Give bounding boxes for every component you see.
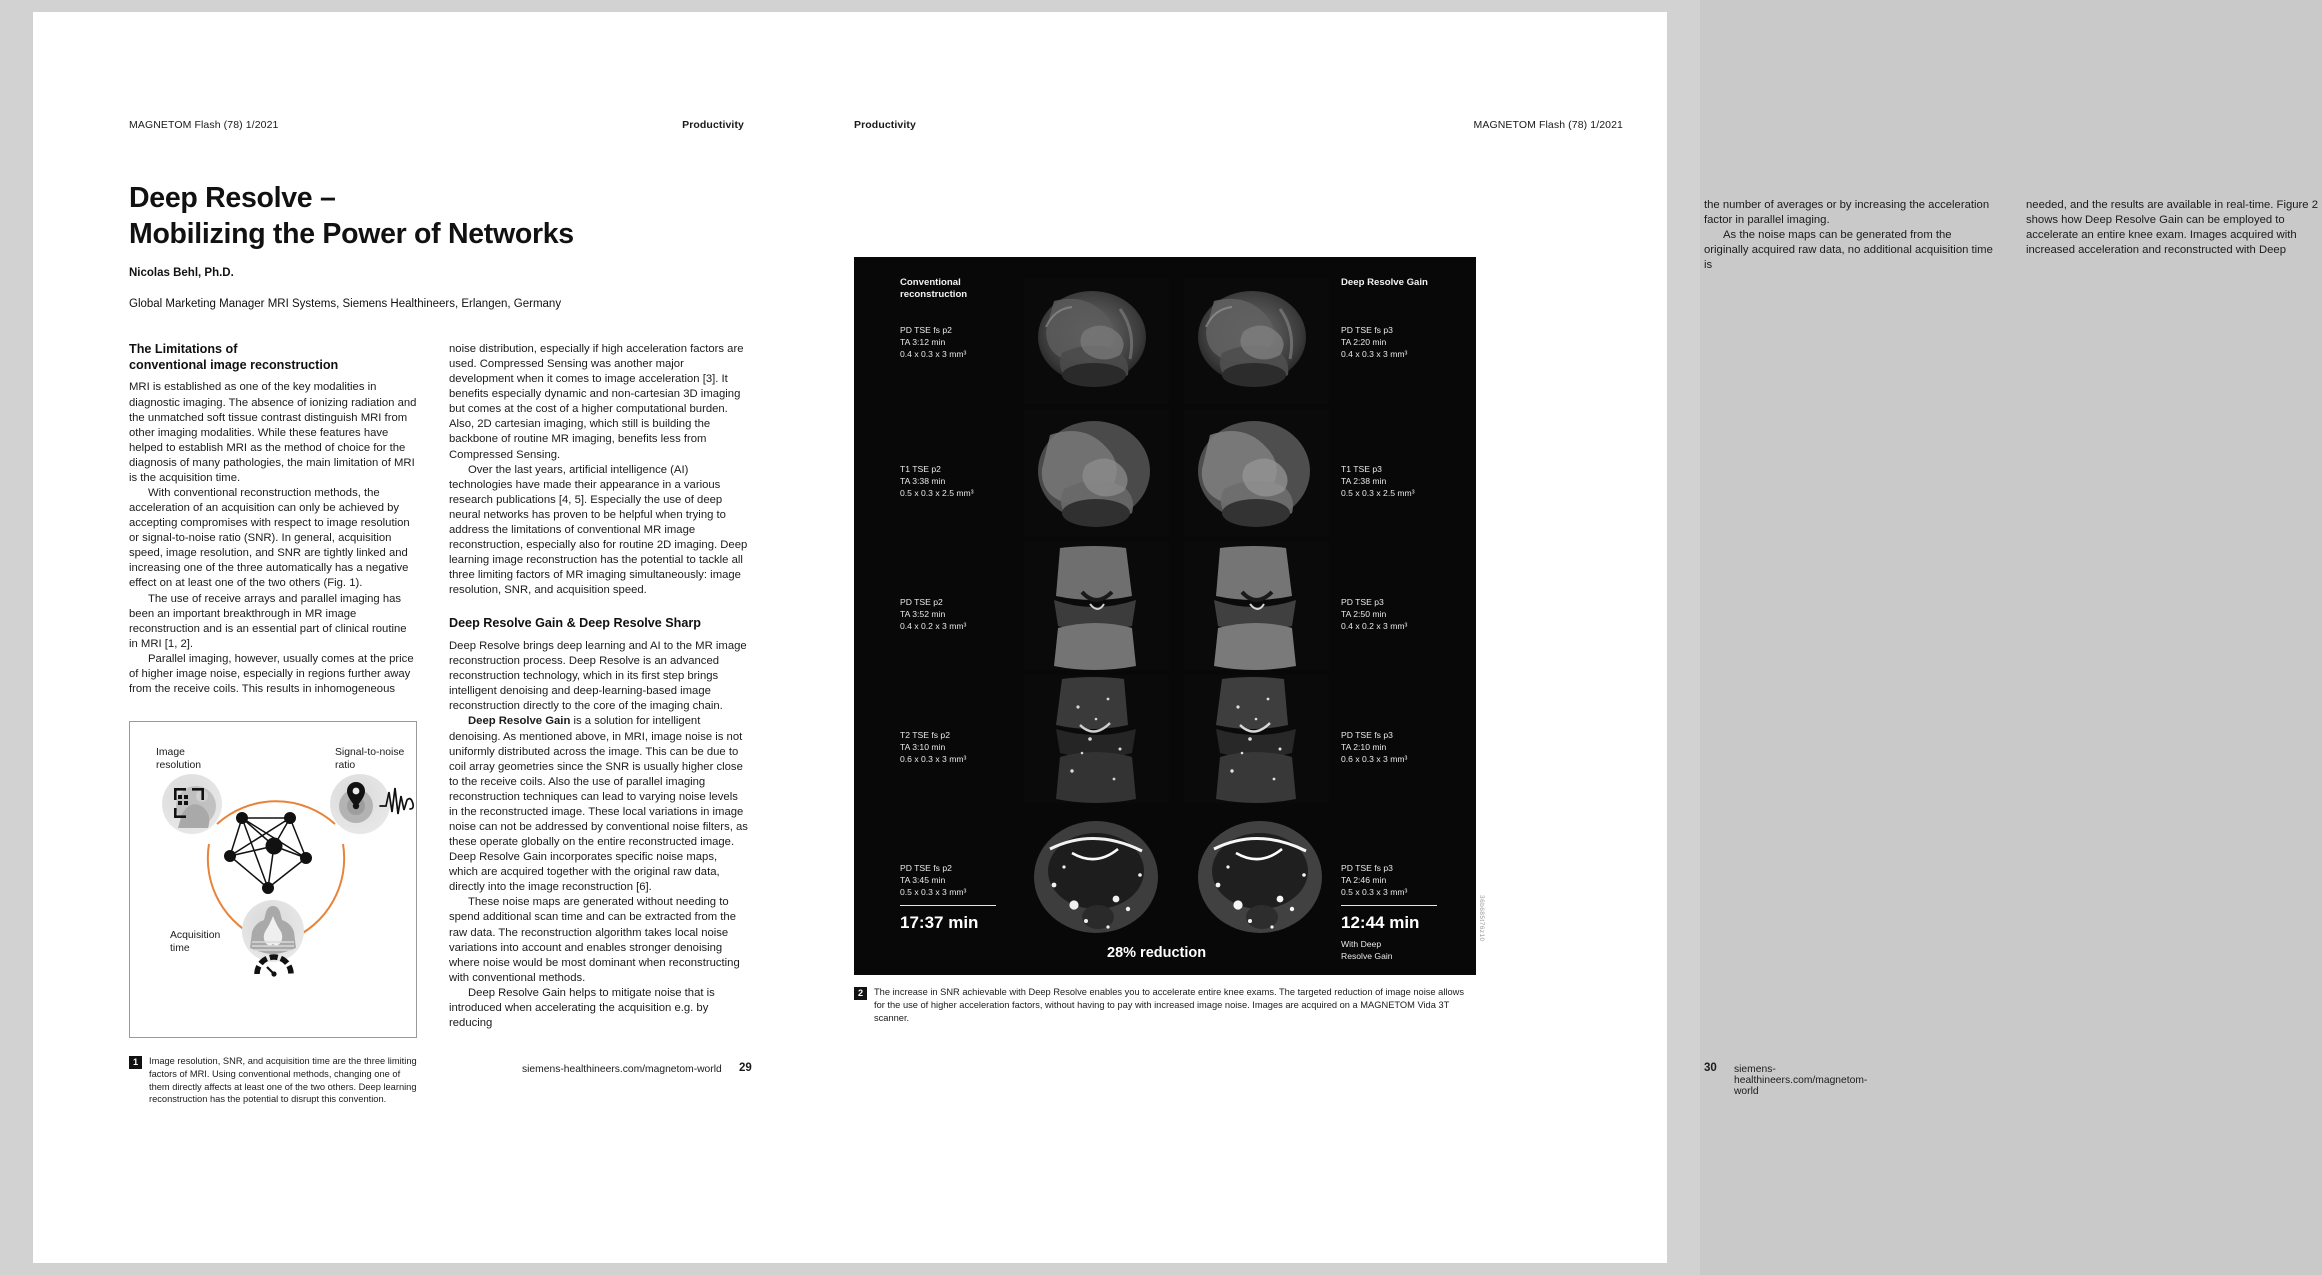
acquisition-time: TA 3:38 min	[900, 475, 946, 486]
paragraph: These noise maps are generated without needing to spend additional scan time and can be extracted from the raw data. The reconstruction algorithm takes local noise variations into account and enables stronger denoising where noise would be most dominant when reconstructing with conventional methods.	[449, 896, 740, 984]
total-divider-left	[900, 905, 996, 906]
resolution: 0.4 x 0.2 x 3 mm³	[900, 620, 967, 631]
sequence-name: PD TSE fs p2	[900, 863, 952, 873]
lead-in-bold: Deep Resolve Gain	[468, 715, 571, 728]
running-head-right: MAGNETOM Flash (78) 1/2021	[1473, 119, 1623, 131]
figure-2-image-credit: 36b685t76z10	[1478, 895, 1485, 942]
figure2-left-label-row-2	[900, 464, 974, 500]
sequence-name: PD TSE p3	[1341, 597, 1384, 607]
header-line-2: reconstruction	[900, 289, 968, 301]
label-line-1: Signal-to-noise	[335, 747, 405, 758]
reduction-badge: 28% reduction	[1107, 945, 1207, 961]
neural-network-icon	[222, 802, 334, 896]
resolution: 0.4 x 0.2 x 3 mm³	[1341, 620, 1408, 631]
label-line-2: time	[170, 943, 190, 955]
header-line-1: Conventional	[900, 277, 961, 288]
paragraph: Parallel imaging, however, usually comes at the price of higher image noise, especially in regions further away from the receive coils. This results in inhomogeneous	[129, 652, 414, 696]
figure-1-number: 1	[129, 1056, 142, 1069]
figure-1-caption	[129, 1055, 421, 1106]
sequence-name: PD TSE fs p3	[1341, 730, 1393, 740]
total-divider-right	[1341, 905, 1437, 906]
mri-image-sagittal-t1-conventional	[1024, 409, 1169, 537]
image-resolution-icon	[162, 774, 222, 834]
sequence-name: PD TSE fs p3	[1341, 863, 1393, 873]
sequence-name: T2 TSE fs p2	[900, 730, 950, 740]
resolution: 0.4 x 0.3 x 3 mm³	[900, 348, 967, 359]
sequence-name: T1 TSE p3	[1341, 464, 1382, 474]
paragraph-rest: is a solution for intelligent denoising. As mentioned above, in MRI, image noise is not uniformly distributed across the image. This can be due to coil array geometries since the SNR is usually higher close to the receive coils. Also the use of parallel imaging reconstruction techniques can lead to varying noise levels in the reconstructed image. These local variations in image noise can not be addressed by conventional noise filters, as these operate globally on the entire reconstructed image. Deep Resolve Gain incorporates specific noise maps, which are acquired together with the original raw data, directly into the image reconstruction [6].	[449, 715, 748, 894]
title-line-2: Mobilizing the Power of Networks	[129, 218, 574, 251]
figure-2	[854, 257, 1476, 975]
figure2-left-label-row-1	[900, 325, 966, 361]
mri-image-sagittal-pd-deep-resolve	[1184, 279, 1329, 404]
figure2-right-label-row-1	[1341, 325, 1407, 361]
label-line-2: ratio	[335, 760, 356, 772]
page-number-right: 30	[1704, 1062, 1717, 1074]
mri-image-sagittal-t1-deep-resolve	[1184, 409, 1329, 537]
total-time-conventional: 17:37 min	[900, 913, 979, 932]
mri-image-coronal-t2-deep-resolve	[1184, 675, 1329, 803]
acquisition-time: TA 2:46 min	[1341, 874, 1387, 885]
figure2-left-label-row-4	[900, 730, 966, 766]
right-page-column-1	[1704, 198, 1996, 273]
section-heading-deep-resolve: Deep Resolve Gain & Deep Resolve Sharp	[449, 616, 701, 631]
running-head-section: Productivity	[682, 119, 744, 131]
figure-2-number: 2	[854, 987, 867, 1000]
figure2-header-deep-resolve-gain: Deep Resolve Gain	[1341, 277, 1428, 288]
resolution: 0.5 x 0.3 x 2.5 mm³	[900, 487, 974, 498]
sequence-name: T1 TSE p2	[900, 464, 941, 474]
figure-1	[129, 721, 417, 1038]
acquisition-time: TA 2:20 min	[1341, 336, 1387, 347]
acquisition-time: TA 2:38 min	[1341, 475, 1387, 486]
figure2-right-label-row-5	[1341, 863, 1407, 899]
noise-waveform-icon	[380, 782, 416, 826]
acquisition-time: TA 2:10 min	[1341, 741, 1387, 752]
note-line-2: Resolve Gain	[1341, 950, 1393, 961]
paragraph: noise distribution, especially if high acceleration factors are used. Compressed Sensing was another major development when it comes to image acceleration [3]. It benefits especially dynamic and non-cartesian 3D imaging but comes at the cost of a higher computational burden. Also, 2D cartesian imaging, which still is building the backbone of routine MR imaging, benefits less from Compressed Sensing.	[449, 343, 744, 461]
mri-image-sagittal-pd-conventional	[1024, 279, 1169, 404]
figure-2-caption-text: The increase in SNR achievable with Deep Resolve enables you to accelerate entire knee exams. The targeted reduction of image noise allows for the use of higher acceleration factors, without having to pay with increased image noise. Images are acquired on a MAGNETOM Vida 3T scanner.	[874, 987, 1464, 1023]
mri-image-coronal-pd-deep-resolve	[1184, 542, 1329, 670]
running-head-left: MAGNETOM Flash (78) 1/2021	[129, 119, 279, 131]
sequence-name: PD TSE fs p3	[1341, 325, 1393, 335]
title-line-1: Deep Resolve –	[129, 182, 336, 214]
resolution: 0.5 x 0.3 x 2.5 mm³	[1341, 487, 1415, 498]
mri-image-coronal-t2-conventional	[1024, 675, 1169, 803]
author-affiliation: Global Marketing Manager MRI Systems, Siemens Healthineers, Erlangen, Germany	[129, 298, 562, 310]
figure2-left-label-row-3	[900, 597, 966, 633]
paragraph: Over the last years, artificial intelligence (AI) technologies have made their appearance in a various research publications [4, 5]. Especially the use of deep neural networks has proven to be helpful when trying to address the limitations of conventional MR image reconstruction, especially also for routine 2D imaging. Deep learning image reconstruction has the potential to tackle all three limiting factors of MR imaging simultaneously: image resolution, SNR, and acquisition speed.	[449, 463, 748, 597]
paragraph: As the noise maps can be generated from the originally acquired raw data, no additional acquisition time is	[1704, 229, 1993, 272]
figure2-header-conventional	[900, 277, 967, 302]
total-time-deep-resolve: 12:44 min	[1341, 913, 1420, 932]
acquisition-time: TA 3:45 min	[900, 874, 946, 885]
author-name: Nicolas Behl, Ph.D.	[129, 267, 234, 279]
figure-2-caption	[854, 986, 1474, 1024]
paragraph: The use of receive arrays and parallel imaging has been an important breakthrough in MR image reconstruction and is an essential part of clinical routine in MRI [1, 2].	[129, 592, 407, 650]
label-line-1: Image	[156, 747, 185, 758]
mri-image-axial-pd-conventional	[1020, 813, 1172, 939]
resolution: 0.6 x 0.3 x 3 mm³	[1341, 753, 1408, 764]
acquisition-time: TA 3:52 min	[900, 608, 946, 619]
section-heading-limitations	[129, 342, 417, 373]
paragraph: With conventional reconstruction methods, the acceleration of an acquisition can only be achieved by accepting compromises with respect to image resolution or signal-to-noise ratio (SNR). In general, acquisition speed, image resolution, and SNR are tightly linked and increasing one of the three automatically has a negative effect on at least one of the two others (Fig. 1).	[129, 487, 410, 590]
section-heading-line-1: The Limitations of	[129, 342, 238, 356]
figure2-right-label-row-4	[1341, 730, 1407, 766]
note-line-1: With Deep	[1341, 939, 1382, 949]
paragraph: needed, and the results are available in real-time. Figure 2 shows how Deep Resolve Gain can be employed to accelerate an entire knee exam. Images acquired with increased acceleration and reconstructed with Deep	[2026, 199, 2319, 257]
sequence-name: PD TSE fs p2	[900, 325, 952, 335]
paragraph: the number of averages or by increasing the acceleration factor in parallel imaging.	[1704, 199, 1990, 227]
paragraph: Deep Resolve brings deep learning and AI to the MR image reconstruction process. Deep Resolve is an advanced reconstruction technology, which in its first step brings intelligent denoising and deep-learning-based image reconstruction directly to the core of the imaging chain.	[449, 640, 747, 713]
sequence-name: PD TSE p2	[900, 597, 943, 607]
paragraph-deep-resolve-gain	[449, 714, 749, 895]
left-page-column-2	[449, 342, 749, 1031]
figure2-right-label-row-2	[1341, 464, 1415, 500]
footer-url-right[interactable]: siemens-healthineers.com/magnetom-world	[1734, 1064, 1868, 1097]
label-line-1: Acquisition	[170, 930, 221, 941]
acquisition-time: TA 3:12 min	[900, 336, 946, 347]
with-deep-resolve-gain-note	[1341, 939, 1393, 962]
right-page-column-2	[2026, 198, 2322, 258]
mri-image-coronal-pd-conventional	[1024, 542, 1169, 670]
resolution: 0.4 x 0.3 x 3 mm³	[1341, 348, 1408, 359]
paragraph: MRI is established as one of the key modalities in diagnostic imaging. The absence of ionizing radiation and the unmatched soft tissue contrast distinguish MRI from other imaging modalities. While these features have helped to establish MRI as the method of choice for the diagnosis of many pathologies, the main limitation of MRI is the acquisition time.	[129, 381, 417, 484]
resolution: 0.5 x 0.3 x 3 mm³	[900, 886, 967, 897]
figure2-right-label-row-3	[1341, 597, 1407, 633]
page-number-left: 29	[739, 1062, 752, 1074]
page-title	[129, 180, 769, 253]
acquisition-time: TA 3:10 min	[900, 741, 946, 752]
paragraph: Deep Resolve Gain helps to mitigate noise that is introduced when accelerating the acquisition e.g. by reducing	[449, 986, 715, 1030]
resolution: 0.5 x 0.3 x 3 mm³	[1341, 886, 1408, 897]
resolution: 0.6 x 0.3 x 3 mm³	[900, 753, 967, 764]
figure-1-caption-text: Image resolution, SNR, and acquisition time are the three limiting factors of MRI. Using conventional methods, changing one of them directly affects at least one of the two others. Deep learning reconstruction has the potential to disrupt this convention.	[149, 1056, 417, 1105]
speedometer-icon	[254, 952, 294, 976]
left-page-column-1	[129, 342, 417, 697]
label-line-2: resolution	[156, 760, 202, 772]
mri-image-axial-pd-deep-resolve	[1184, 813, 1336, 939]
section-heading-line-2: conventional image reconstruction	[129, 357, 339, 372]
running-head-section-right: Productivity	[854, 119, 916, 131]
figure2-left-label-row-5	[900, 863, 966, 899]
footer-url-left[interactable]: siemens-healthineers.com/magnetom-world	[522, 1064, 722, 1075]
page-left	[33, 12, 850, 1263]
acquisition-time: TA 2:50 min	[1341, 608, 1387, 619]
